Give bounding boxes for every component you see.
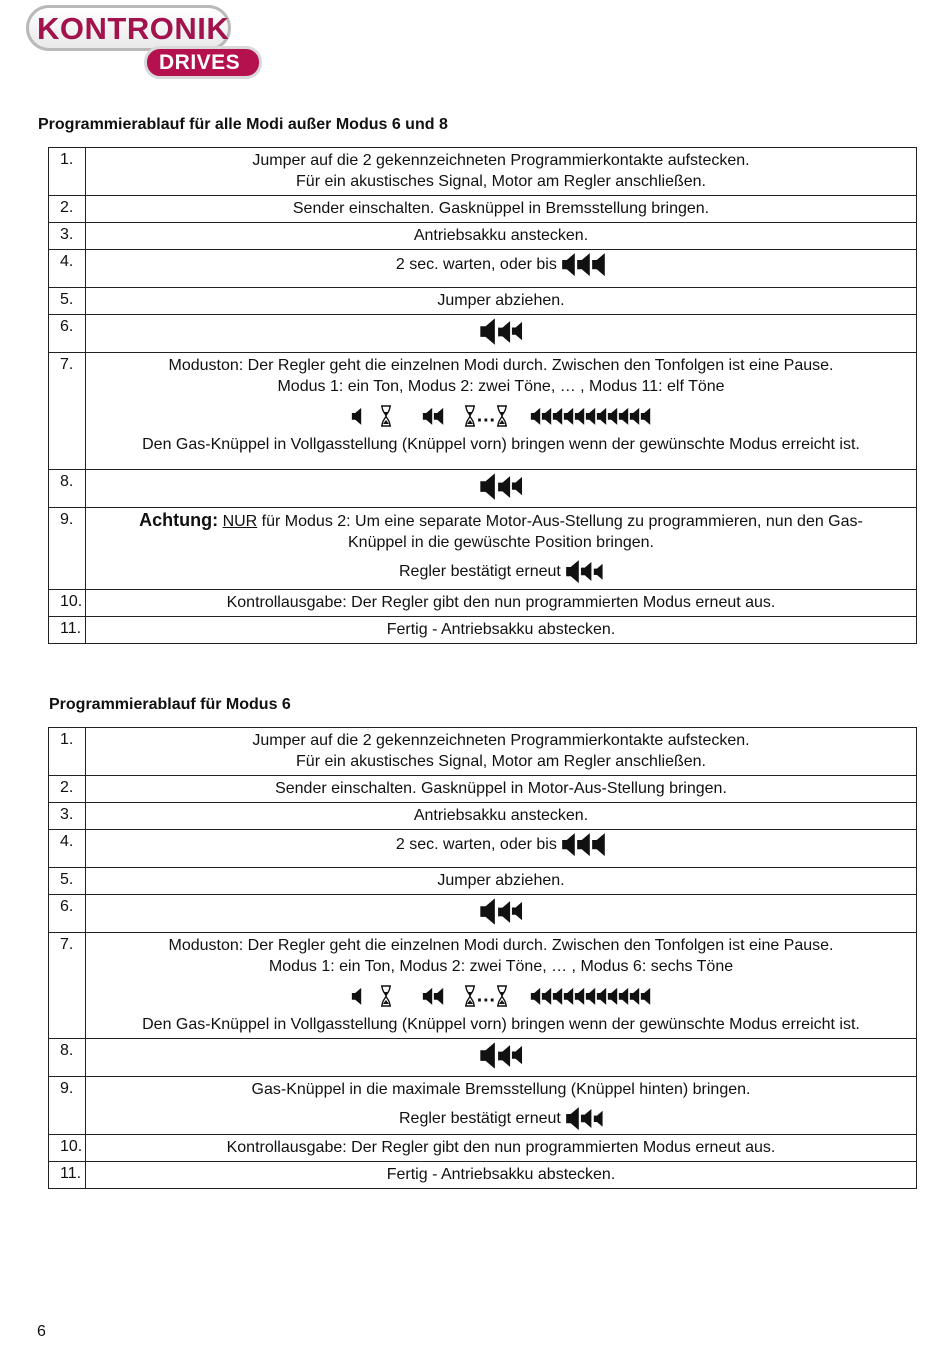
row-number: 6. — [49, 895, 86, 933]
row-number: 11. — [49, 617, 86, 644]
logo-bottom-badge — [144, 46, 262, 79]
hourglass-icon — [496, 405, 508, 427]
speaker-icon — [530, 987, 541, 1006]
speaker-icon — [511, 901, 523, 921]
table-row — [49, 315, 917, 353]
speaker-icon — [565, 559, 603, 584]
row-line: 2 sec. warten, oder bis — [395, 255, 557, 273]
row-number: 2. — [49, 196, 86, 223]
row-number: 7. — [49, 353, 86, 470]
row-text: Antriebsakku anstecken. — [86, 803, 917, 830]
kontronik-logo — [26, 5, 241, 74]
row-line: Modus 1: ein Ton, Modus 2: zwei Töne, … , Modus 6: sechs Töne — [268, 958, 734, 975]
row-number: 8. — [49, 470, 86, 508]
speaker-icon — [640, 407, 651, 426]
tone-sequence — [90, 985, 912, 1011]
table-row — [49, 196, 917, 223]
speaker-icon — [497, 1044, 511, 1068]
speaker-icon — [574, 407, 585, 426]
speaker-icon — [576, 832, 591, 857]
table-row — [49, 1135, 917, 1162]
confirm-text: Regler bestätigt erneut — [399, 1109, 561, 1127]
row-number: 9. — [49, 508, 86, 590]
speaker-icon — [593, 1110, 603, 1128]
logo-top-text: KONTRONIK — [37, 11, 230, 46]
speaker-icon — [618, 987, 629, 1006]
row-line: Modus 1: ein Ton, Modus 2: zwei Töne, … , Modus 11: elf Töne — [277, 378, 725, 395]
speaker-icon — [422, 407, 433, 426]
row-line: Moduston: Der Regler geht die einzelnen Modi durch. Zwischen den Tonfolgen ist eine Pause. — [168, 937, 834, 954]
row-text — [86, 728, 917, 776]
speaker-icon — [530, 407, 541, 426]
row-number: 7. — [49, 933, 86, 1039]
speaker-icon — [607, 407, 618, 426]
row-text — [86, 353, 917, 470]
row-text: Fertig - Antriebsakku abstecken. — [86, 617, 917, 644]
table-row — [49, 617, 917, 644]
ellipsis: … — [475, 404, 496, 427]
table-row — [49, 223, 917, 250]
speaker-icon — [433, 987, 444, 1006]
speaker-icon — [511, 1045, 523, 1065]
warning-label: Achtung: — [139, 510, 219, 530]
row-line: Knüppel in die gewüschte Position bringen. — [348, 534, 654, 551]
speaker-icon — [565, 1106, 603, 1131]
speaker-icon — [479, 1041, 496, 1070]
hourglass-icon — [380, 405, 392, 427]
row-line: Gas-Knüppel in die maximale Bremsstellung (Knüppel hinten) bringen. — [251, 1081, 751, 1098]
speaker-icon — [585, 987, 596, 1006]
speaker-icon — [576, 252, 591, 277]
hourglass-icon — [380, 985, 392, 1007]
row-line: Jumper auf die 2 gekennzeichneten Programmierkontakte aufstecken. — [252, 732, 750, 749]
hourglass-icon — [464, 405, 476, 427]
row-text: Kontrollausgabe: Der Regler gibt den nun programmierten Modus erneut aus. — [86, 590, 917, 617]
row-text — [86, 148, 917, 196]
speaker-icon — [561, 832, 576, 857]
row-number: 10. — [49, 1135, 86, 1162]
speaker-icon — [541, 987, 552, 1006]
speaker-icon — [596, 987, 607, 1006]
row-text — [86, 508, 917, 590]
table-row — [49, 803, 917, 830]
speaker-icon — [561, 252, 606, 277]
row-line: Jumper auf die 2 gekennzeichneten Programmierkontakte aufstecken. — [252, 152, 750, 169]
speaker-icon — [511, 321, 523, 341]
speaker-icon — [596, 407, 607, 426]
speaker-icon — [607, 987, 618, 1006]
table-row — [49, 250, 917, 288]
row-number: 9. — [49, 1077, 86, 1135]
row-line — [90, 1106, 912, 1131]
row-number: 6. — [49, 315, 86, 353]
logo-bottom-text: DRIVES — [159, 51, 241, 74]
table-row — [49, 868, 917, 895]
speaker-icon — [640, 987, 651, 1006]
speaker-icon — [479, 317, 522, 346]
speaker-icon — [351, 987, 362, 1006]
speaker-icon — [479, 897, 496, 926]
speaker-icon — [479, 472, 522, 501]
ellipsis: … — [475, 984, 496, 1007]
table-row — [49, 508, 917, 590]
row-text — [86, 830, 917, 868]
emphasis-text: NUR — [222, 513, 258, 530]
row-text — [86, 895, 917, 933]
speaker-icon — [591, 832, 606, 857]
row-line — [90, 559, 912, 584]
row-number: 2. — [49, 776, 86, 803]
row-number: 3. — [49, 803, 86, 830]
row-text: Jumper abziehen. — [86, 288, 917, 315]
row-text: Antriebsakku anstecken. — [86, 223, 917, 250]
row-text — [86, 1077, 917, 1135]
section2-title: Programmierablauf für Modus 6 — [49, 696, 291, 713]
speaker-icon — [552, 987, 563, 1006]
row-text: Kontrollausgabe: Der Regler gibt den nun programmierten Modus erneut aus. — [86, 1135, 917, 1162]
row-text — [86, 470, 917, 508]
row-text — [86, 1039, 917, 1077]
table-row — [49, 288, 917, 315]
speaker-icon — [497, 320, 511, 344]
row-line: Den Gas-Knüppel in Vollgasstellung (Knüppel vorn) bringen wenn der gewünschte Modus erreicht ist. — [142, 1016, 860, 1033]
table-row — [49, 895, 917, 933]
row-number: 11. — [49, 1162, 86, 1189]
table-row — [49, 830, 917, 868]
confirm-text: Regler bestätigt erneut — [399, 562, 561, 580]
row-number: 4. — [49, 830, 86, 868]
speaker-icon — [563, 987, 574, 1006]
row-text — [86, 933, 917, 1039]
speaker-icon — [618, 407, 629, 426]
speaker-icon — [565, 559, 580, 584]
row-number: 4. — [49, 250, 86, 288]
row-text — [86, 315, 917, 353]
logo-top-badge — [26, 5, 231, 51]
row-line: Moduston: Der Regler geht die einzelnen Modi durch. Zwischen den Tonfolgen ist eine Pause. — [168, 357, 834, 374]
row-text: Sender einschalten. Gasknüppel in Motor-Aus-Stellung bringen. — [86, 776, 917, 803]
speaker-icon — [422, 987, 433, 1006]
row-text: Fertig - Antriebsakku abstecken. — [86, 1162, 917, 1189]
table-row — [49, 776, 917, 803]
table-row — [49, 148, 917, 196]
speaker-icon — [552, 407, 563, 426]
speaker-icon — [585, 407, 596, 426]
hourglass-icon — [464, 985, 476, 1007]
row-number: 5. — [49, 868, 86, 895]
row-number: 5. — [49, 288, 86, 315]
row-text: Jumper abziehen. — [86, 868, 917, 895]
speaker-icon — [565, 1106, 580, 1131]
speaker-icon — [580, 1108, 592, 1129]
speaker-icon — [511, 476, 523, 496]
tone-sequence — [90, 405, 912, 431]
table-row — [49, 728, 917, 776]
speaker-icon — [629, 987, 640, 1006]
hourglass-icon — [496, 985, 508, 1007]
table-row — [49, 470, 917, 508]
speaker-icon — [593, 563, 603, 581]
row-text — [86, 250, 917, 288]
table-row — [49, 353, 917, 470]
speaker-icon — [574, 987, 585, 1006]
page-number: 6 — [37, 1323, 46, 1340]
speaker-icon — [561, 252, 576, 277]
section2-table — [48, 727, 917, 1189]
table-row — [49, 1077, 917, 1135]
speaker-icon — [351, 407, 362, 426]
table-row — [49, 1039, 917, 1077]
row-number: 1. — [49, 148, 86, 196]
speaker-icon — [629, 407, 640, 426]
row-line: für Modus 2: Um eine separate Motor-Aus-Stellung zu programmieren, nun den Gas- — [257, 513, 863, 530]
speaker-icon — [497, 900, 511, 924]
row-number: 10. — [49, 590, 86, 617]
table-row — [49, 590, 917, 617]
speaker-icon — [563, 407, 574, 426]
speaker-icon — [591, 252, 606, 277]
row-line: Für ein akustisches Signal, Motor am Regler anschließen. — [296, 173, 706, 190]
speaker-icon — [479, 472, 496, 501]
speaker-icon — [479, 1041, 522, 1070]
speaker-icon — [433, 407, 444, 426]
row-line: 2 sec. warten, oder bis — [395, 835, 557, 853]
row-line — [90, 510, 912, 532]
row-text: Sender einschalten. Gasknüppel in Bremsstellung bringen. — [86, 196, 917, 223]
row-line: Für ein akustisches Signal, Motor am Regler anschließen. — [296, 753, 706, 770]
speaker-icon — [541, 407, 552, 426]
speaker-icon — [479, 897, 522, 926]
speaker-icon — [580, 561, 592, 582]
speaker-icon — [497, 475, 511, 499]
table-row — [49, 1162, 917, 1189]
row-line: Den Gas-Knüppel in Vollgasstellung (Knüppel vorn) bringen wenn der gewünschte Modus erreicht ist. — [142, 436, 860, 453]
table-row — [49, 933, 917, 1039]
section1-table — [48, 147, 917, 644]
speaker-icon — [479, 317, 496, 346]
section1-title: Programmierablauf für alle Modi außer Modus 6 und 8 — [38, 116, 448, 133]
row-number: 1. — [49, 728, 86, 776]
row-number: 3. — [49, 223, 86, 250]
speaker-icon — [561, 832, 606, 857]
row-number: 8. — [49, 1039, 86, 1077]
